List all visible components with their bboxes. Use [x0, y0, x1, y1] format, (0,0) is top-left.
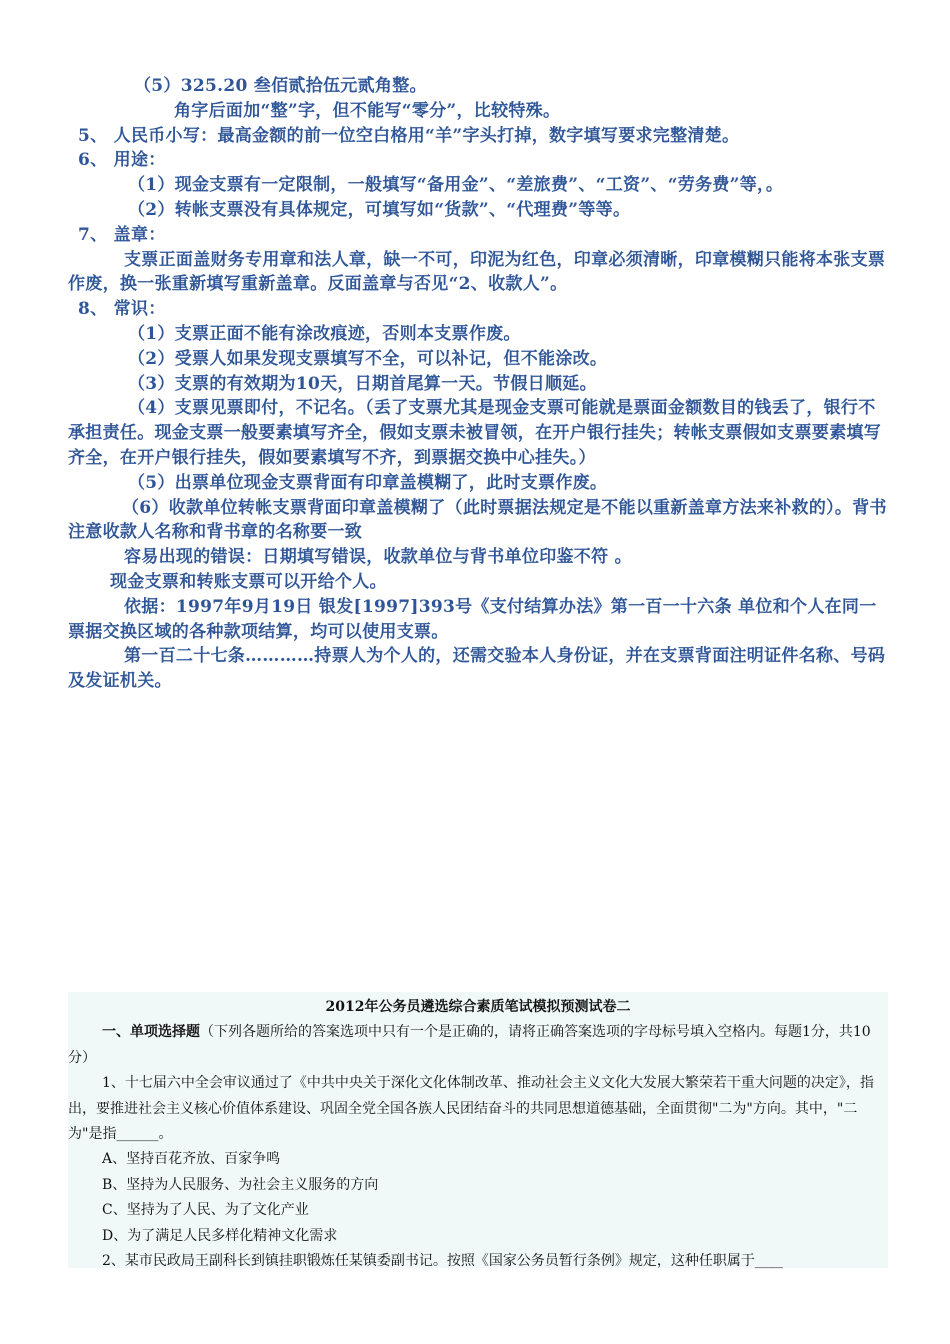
article-127-line: 第一百二十七条…………持票人为个人的，还需交验本人身份证，并在支票背面注明证件名称、号码及发证机关。: [68, 646, 886, 692]
item-6-point-1: （1）现金支票有一定限制，一般填写“备用金”、“差旅费”、“工资”、“劳务费”等，。: [128, 175, 784, 196]
item-8-point-5: （5）出票单位现金支票背面有印章盖模糊了，此时支票作废。: [128, 472, 608, 493]
section-intro: [68, 1020, 888, 1071]
question-2: 2、某市民政局王副科长到镇挂职锻炼任某镇委副书记。按照《国家公务员暂行条例》规定，这种任职属于____: [102, 1253, 783, 1270]
item-8-heading: 8、 常识：: [78, 299, 166, 320]
common-errors-line: 容易出现的错误：日期填写错误，收款单位与背书单位印鉴不符 。: [124, 547, 632, 568]
section-heading: 一、单项选择题: [102, 1024, 200, 1041]
cash-cheque-line: 现金支票和转账支票可以开给个人。: [110, 571, 387, 592]
item-8-point-1: （1）支票正面不能有涂改痕迹，否则本支票作废。: [128, 323, 521, 344]
item-8-point-2: （2）受票人如果发现支票填写不全，可以补记，但不能涂改。: [128, 348, 608, 369]
question-1-option-a: A、坚持百花齐放、百家争鸣: [102, 1151, 281, 1168]
section-note: （下列各题所给的答案选项中只有一个是正确的，请将正确答案选项的字母标号填入空格内。每题1分，共10分）: [68, 1024, 871, 1066]
question-1: 1、十七届六中全会审议通过了《中共中央关于深化文化体制改革、推动社会主义文化大发展大繁荣若干重大问题的决定》，指出，要推进社会主义核心价值体系建设、巩固全党全国各族人民团结奋斗的共同思想道德基础，全面贯彻"二为"方向。其中，"二为"是指______。: [68, 1075, 874, 1143]
item-7-heading: 7、 盖章：: [78, 224, 166, 245]
exam-section: [68, 992, 888, 1268]
legal-basis-line: 依据：1997年9月19日 银发[1997]393号《支付结算办法》第一百一十六条 单位和个人在同一票据交换区域的各种款项结算，均可以使用支票。: [68, 596, 877, 642]
question-1-option-d: D、为了满足人民多样化精神文化需求: [102, 1227, 338, 1244]
item-8-point-6: （6）收款单位转帐支票背面印章盖模糊了（此时票据法规定是不能以重新盖章方法来补救的）。背书注意收款人名称和背书章的名称要一致: [68, 497, 887, 543]
item-6-heading: 6、 用途：: [78, 150, 166, 171]
item-8-point-4: （4）支票见票即付，不记名。（丢了支票尤其是现金支票可能就是票面金额数目的钱丢了，银行不承担责任。现金支票一般要素填写齐全，假如支票未被冒领，在开户银行挂失；转帐支票假如支票要素填写齐全，在开户银行挂失，假如要素填写不齐，到票据交换中心挂失。）: [68, 398, 882, 468]
item-6-point-2: （2）转帐支票没有具体规定，可填写如“货款”、“代理费”等等。: [128, 199, 631, 220]
cheque-notes-section: [68, 74, 888, 694]
item-7-body: 支票正面盖财务专用章和法人章，缺一不可，印泥为红色，印章必须清晰，印章模糊只能将本张支票作废，换一张重新填写重新盖章。反面盖章与否见“2、收款人”。: [68, 249, 886, 295]
item-5-line: 5、 人民币小写：最高金额的前一位空白格用“羊”字头打掉，数字填写要求完整清楚。: [78, 125, 740, 146]
exam-title: 2012年公务员遴选综合素质笔试模拟预测试卷二: [325, 999, 631, 1015]
item-8-point-3: （3）支票的有效期为10天，日期首尾算一天。节假日顺延。: [128, 373, 597, 394]
amount-example-line: （5）325.20 叁佰贰拾伍元贰角整。: [134, 76, 427, 96]
question-1-option-b: B、坚持为人民服务、为社会主义服务的方向: [102, 1176, 379, 1193]
question-1-option-c: C、坚持为了人民、为了文化产业: [102, 1202, 309, 1219]
amount-note-line: 角字后面加“整”字，但不能写“零分”，比较特殊。: [174, 100, 561, 121]
